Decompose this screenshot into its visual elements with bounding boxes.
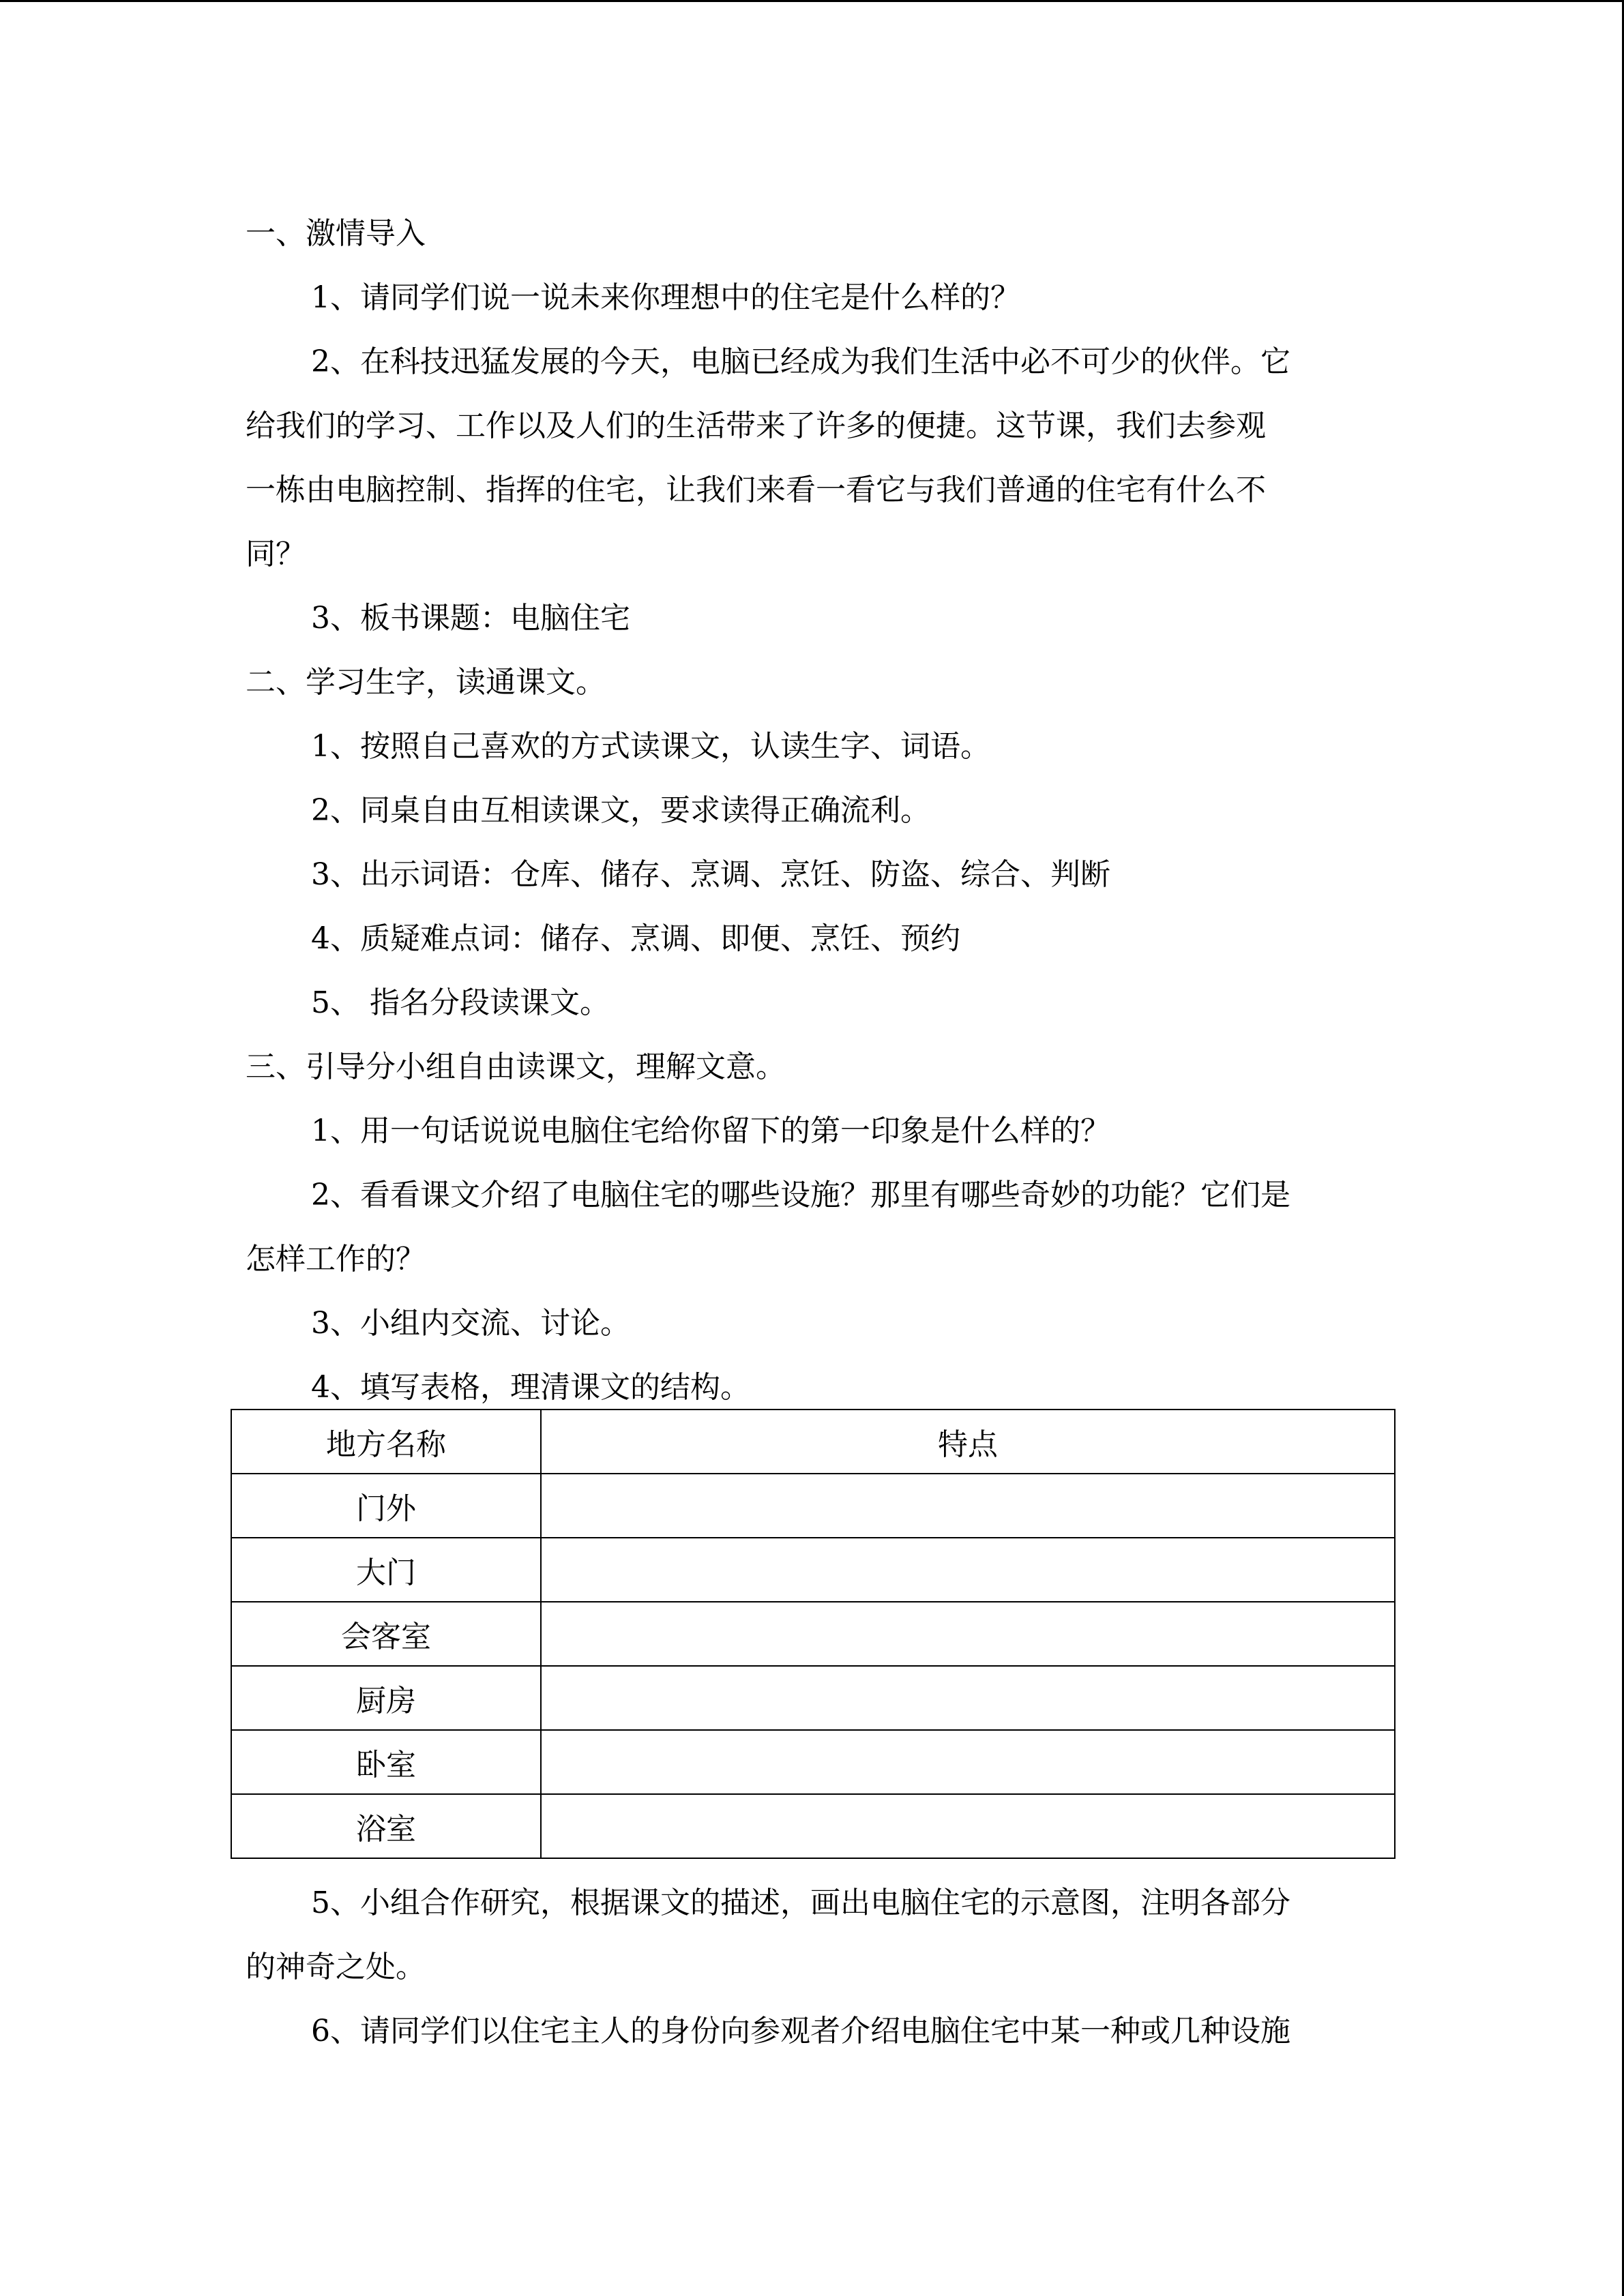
table-row [231, 1666, 1395, 1730]
table-cell-place: 会客室 [231, 1602, 541, 1666]
table-cell-feature[interactable] [541, 1474, 1395, 1538]
section2-item4: 4、质疑难点词：储存、烹调、即便、烹饪、预约 [311, 921, 960, 956]
table-cell-feature[interactable] [541, 1602, 1395, 1666]
page-border-top [0, 0, 1624, 2]
section1-item2-line2: 给我们的学习、工作以及人们的生活带来了许多的便捷。这节课，我们去参观 [246, 408, 1266, 443]
section3-item1: 1、用一句话说说电脑住宅给你留下的第一印象是什么样的？ [311, 1114, 1110, 1148]
table-row [231, 1538, 1395, 1602]
section2-item5: 5、 指名分段读课文。 [311, 985, 610, 1020]
table-cell-feature[interactable] [541, 1730, 1395, 1794]
document-body [246, 202, 1378, 1420]
section1-item2-line1: 2、在科技迅猛发展的今天，电脑已经成为我们生活中必不可少的伙伴。它 [311, 344, 1290, 379]
section3-item5-line2: 的神奇之处。 [246, 1950, 426, 1984]
table-row [231, 1794, 1395, 1858]
table-row [231, 1602, 1395, 1666]
section1-item2-line4: 同？ [246, 537, 306, 571]
table-cell-place: 卧室 [231, 1730, 541, 1794]
section3-item2-line1: 2、看看课文介绍了电脑住宅的哪些设施？那里有哪些奇妙的功能？它们是 [311, 1178, 1290, 1212]
table-cell-feature[interactable] [541, 1794, 1395, 1858]
table-header-feature: 特点 [541, 1410, 1395, 1474]
section3-item2-line2: 怎样工作的？ [246, 1242, 426, 1277]
table-cell-place: 大门 [231, 1538, 541, 1602]
section3-item3: 3、小组内交流、讨论。 [311, 1306, 630, 1341]
section1-item3: 3、板书课题：电脑住宅 [311, 601, 630, 636]
document-body-continued [246, 1871, 1378, 2063]
section2-item1: 1、按照自己喜欢的方式读课文，认读生字、词语。 [311, 729, 990, 764]
section2-item3: 3、出示词语：仓库、储存、烹调、烹饪、防盗、综合、判断 [311, 857, 1110, 892]
table-cell-place: 门外 [231, 1474, 541, 1538]
place-feature-table [231, 1409, 1396, 1859]
table-cell-place: 浴室 [231, 1794, 541, 1858]
section1-item2-line3: 一栋由电脑控制、指挥的住宅，让我们来看一看它与我们普通的住宅有什么不 [246, 473, 1266, 507]
table-cell-feature[interactable] [541, 1538, 1395, 1602]
section1-heading: 一、激情导入 [246, 216, 426, 251]
section2-heading: 二、学习生字，读通课文。 [246, 665, 606, 700]
section1-item1: 1、请同学们说一说未来你理想中的住宅是什么样的？ [311, 280, 1020, 315]
table-row [231, 1730, 1395, 1794]
section3-item4: 4、填写表格，理清课文的结构。 [311, 1370, 750, 1405]
section3-item5-line1: 5、小组合作研究，根据课文的描述，画出电脑住宅的示意图，注明各部分 [311, 1885, 1290, 1920]
table-header-row [231, 1410, 1395, 1474]
section2-item2: 2、同桌自由互相读课文，要求读得正确流利。 [311, 793, 930, 828]
section3-heading: 三、引导分小组自由读课文，理解文意。 [246, 1049, 786, 1084]
table-cell-place: 厨房 [231, 1666, 541, 1730]
table-cell-feature[interactable] [541, 1666, 1395, 1730]
section3-item6: 6、请同学们以住宅主人的身份向参观者介绍电脑住宅中某一种或几种设施 [311, 2014, 1290, 2048]
table-header-place: 地方名称 [231, 1410, 541, 1474]
table-row [231, 1474, 1395, 1538]
